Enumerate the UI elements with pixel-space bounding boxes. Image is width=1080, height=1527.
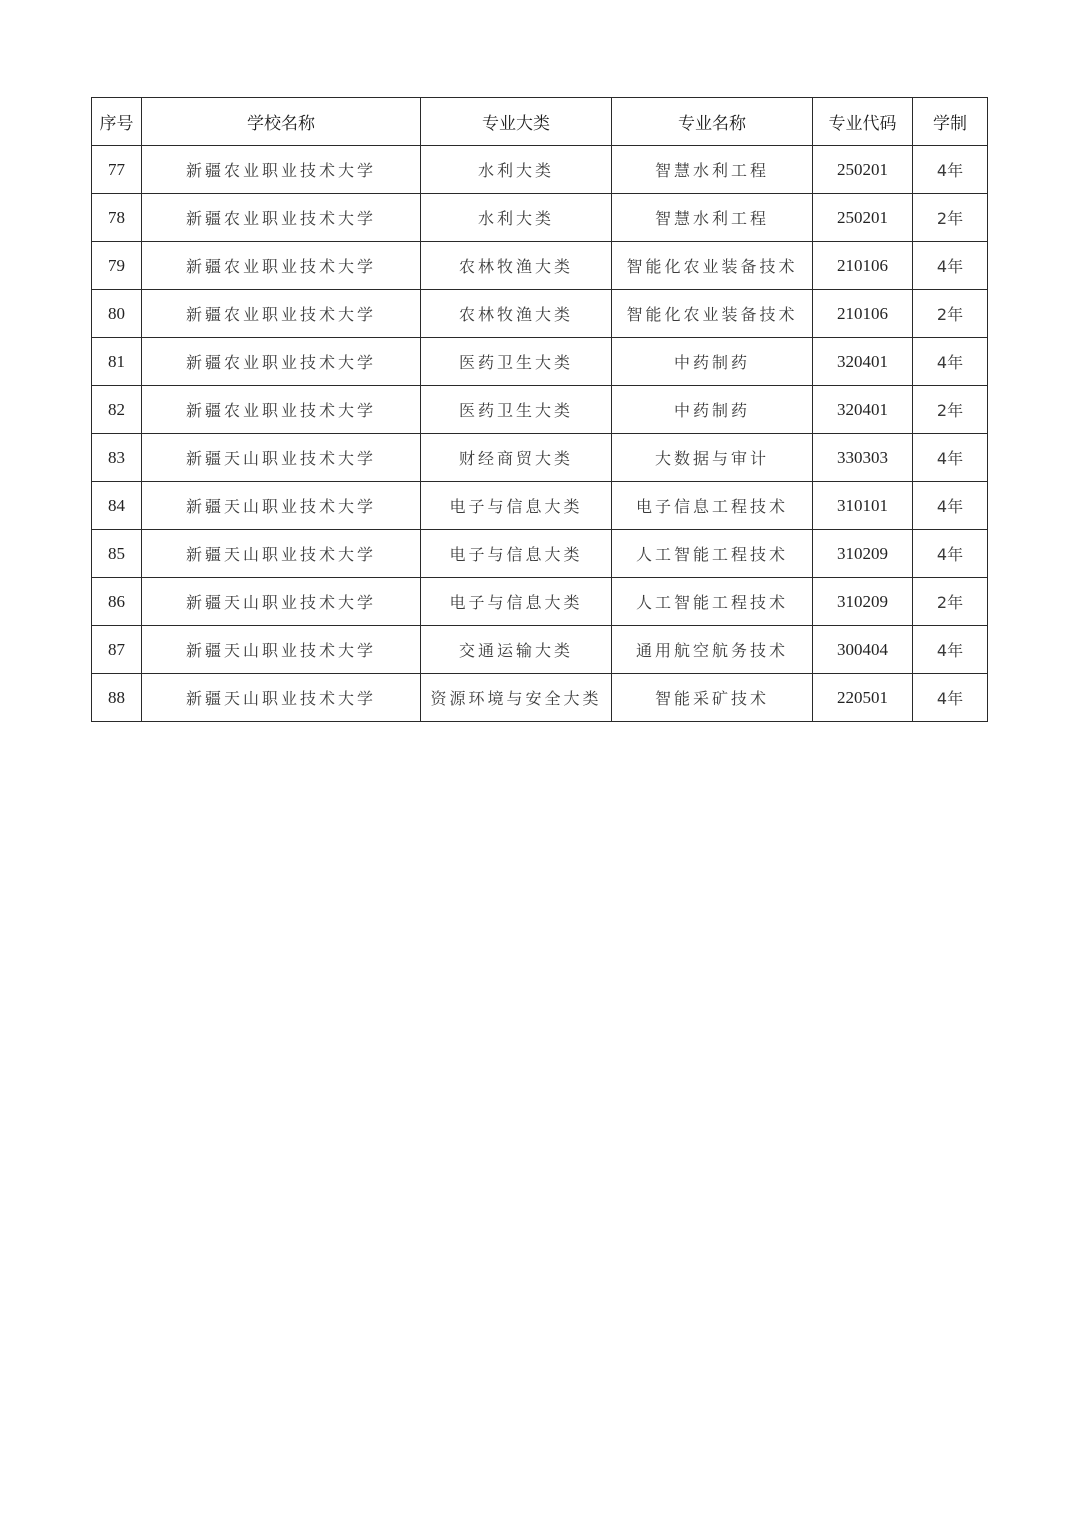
cell-school: 新疆天山职业技术大学 xyxy=(142,482,421,530)
table-row xyxy=(92,242,988,290)
table-row xyxy=(92,578,988,626)
cell-school: 新疆天山职业技术大学 xyxy=(142,674,421,722)
cell-category: 水利大类 xyxy=(421,194,612,242)
cell-major: 电子信息工程技术 xyxy=(612,482,813,530)
header-code: 专业代码 xyxy=(813,98,913,146)
cell-duration: 4年 xyxy=(913,482,988,530)
table-row xyxy=(92,482,988,530)
cell-index: 86 xyxy=(92,578,142,626)
cell-duration: 4年 xyxy=(913,338,988,386)
cell-duration: 2年 xyxy=(913,194,988,242)
cell-category: 电子与信息大类 xyxy=(421,530,612,578)
cell-major: 大数据与审计 xyxy=(612,434,813,482)
table-header-row xyxy=(92,98,988,146)
cell-school: 新疆农业职业技术大学 xyxy=(142,386,421,434)
cell-duration: 2年 xyxy=(913,386,988,434)
table-row xyxy=(92,674,988,722)
cell-code: 330303 xyxy=(813,434,913,482)
table-row xyxy=(92,434,988,482)
cell-school: 新疆天山职业技术大学 xyxy=(142,530,421,578)
header-category: 专业大类 xyxy=(421,98,612,146)
cell-category: 水利大类 xyxy=(421,146,612,194)
cell-index: 82 xyxy=(92,386,142,434)
cell-major: 人工智能工程技术 xyxy=(612,530,813,578)
cell-code: 310209 xyxy=(813,578,913,626)
table-row xyxy=(92,194,988,242)
cell-major: 智能化农业装备技术 xyxy=(612,242,813,290)
cell-code: 300404 xyxy=(813,626,913,674)
cell-category: 医药卫生大类 xyxy=(421,386,612,434)
cell-code: 320401 xyxy=(813,386,913,434)
cell-code: 320401 xyxy=(813,338,913,386)
cell-major: 智慧水利工程 xyxy=(612,194,813,242)
cell-school: 新疆农业职业技术大学 xyxy=(142,146,421,194)
table-row xyxy=(92,386,988,434)
cell-school: 新疆农业职业技术大学 xyxy=(142,290,421,338)
cell-major: 智能化农业装备技术 xyxy=(612,290,813,338)
cell-code: 250201 xyxy=(813,146,913,194)
cell-major: 智慧水利工程 xyxy=(612,146,813,194)
cell-category: 资源环境与安全大类 xyxy=(421,674,612,722)
cell-major: 中药制药 xyxy=(612,386,813,434)
cell-index: 80 xyxy=(92,290,142,338)
header-major: 专业名称 xyxy=(612,98,813,146)
cell-index: 78 xyxy=(92,194,142,242)
cell-duration: 2年 xyxy=(913,290,988,338)
cell-index: 83 xyxy=(92,434,142,482)
cell-index: 77 xyxy=(92,146,142,194)
table-row xyxy=(92,530,988,578)
header-school: 学校名称 xyxy=(142,98,421,146)
cell-category: 电子与信息大类 xyxy=(421,482,612,530)
cell-code: 310101 xyxy=(813,482,913,530)
cell-duration: 4年 xyxy=(913,626,988,674)
cell-index: 85 xyxy=(92,530,142,578)
table-row xyxy=(92,290,988,338)
cell-index: 81 xyxy=(92,338,142,386)
cell-school: 新疆农业职业技术大学 xyxy=(142,242,421,290)
table-body xyxy=(92,146,988,722)
cell-major: 通用航空航务技术 xyxy=(612,626,813,674)
cell-duration: 4年 xyxy=(913,674,988,722)
cell-index: 84 xyxy=(92,482,142,530)
cell-school: 新疆天山职业技术大学 xyxy=(142,626,421,674)
cell-duration: 4年 xyxy=(913,434,988,482)
cell-major: 中药制药 xyxy=(612,338,813,386)
header-duration: 学制 xyxy=(913,98,988,146)
cell-index: 88 xyxy=(92,674,142,722)
cell-index: 79 xyxy=(92,242,142,290)
cell-duration: 2年 xyxy=(913,578,988,626)
cell-school: 新疆农业职业技术大学 xyxy=(142,338,421,386)
cell-code: 220501 xyxy=(813,674,913,722)
cell-code: 210106 xyxy=(813,290,913,338)
cell-school: 新疆农业职业技术大学 xyxy=(142,194,421,242)
table-row xyxy=(92,338,988,386)
cell-code: 310209 xyxy=(813,530,913,578)
cell-category: 农林牧渔大类 xyxy=(421,242,612,290)
cell-category: 农林牧渔大类 xyxy=(421,290,612,338)
cell-school: 新疆天山职业技术大学 xyxy=(142,434,421,482)
header-index: 序号 xyxy=(92,98,142,146)
cell-code: 210106 xyxy=(813,242,913,290)
cell-category: 医药卫生大类 xyxy=(421,338,612,386)
cell-category: 电子与信息大类 xyxy=(421,578,612,626)
cell-code: 250201 xyxy=(813,194,913,242)
cell-school: 新疆天山职业技术大学 xyxy=(142,578,421,626)
cell-category: 交通运输大类 xyxy=(421,626,612,674)
cell-major: 人工智能工程技术 xyxy=(612,578,813,626)
cell-duration: 4年 xyxy=(913,146,988,194)
cell-category: 财经商贸大类 xyxy=(421,434,612,482)
cell-duration: 4年 xyxy=(913,530,988,578)
cell-major: 智能采矿技术 xyxy=(612,674,813,722)
table-row xyxy=(92,146,988,194)
table-row xyxy=(92,626,988,674)
cell-index: 87 xyxy=(92,626,142,674)
majors-table xyxy=(91,97,988,722)
cell-duration: 4年 xyxy=(913,242,988,290)
